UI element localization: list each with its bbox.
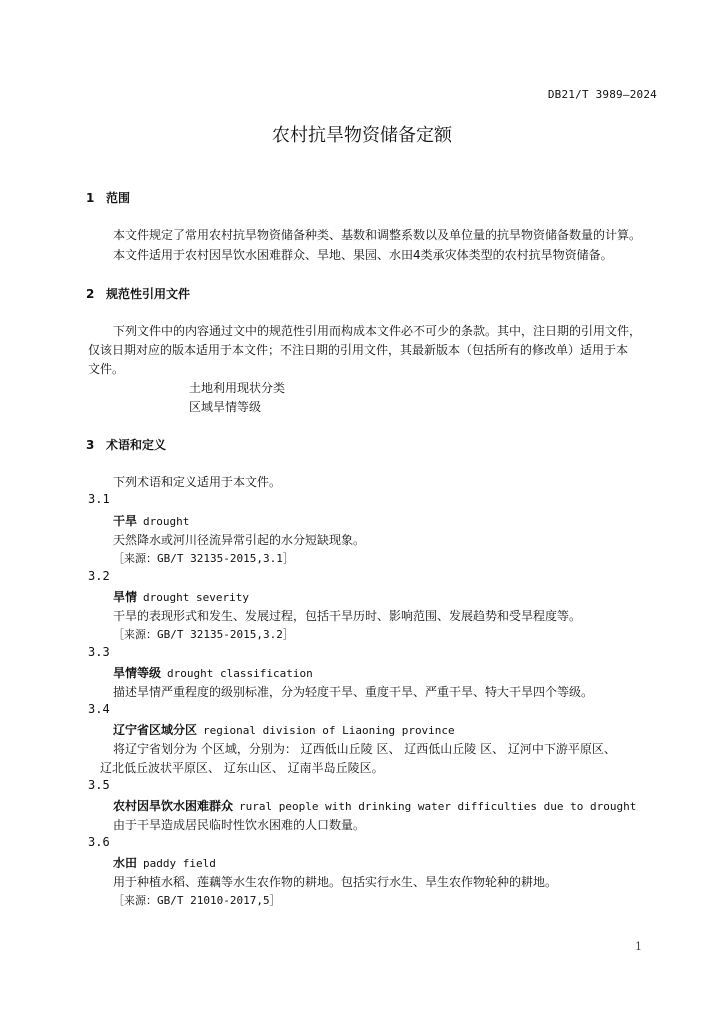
- section-number: 1: [86, 191, 95, 205]
- section-number: 3: [86, 438, 95, 452]
- standard-code: DB21/T 3989—2024: [547, 88, 657, 101]
- term-number: 3.5: [88, 778, 110, 792]
- section-title: 范围: [106, 191, 131, 205]
- term-definition-line-1: 将辽宁省划分为 个区域，分别为： 辽西低山丘陵 区、 辽西低山丘陵 区、 辽河中下游平原区、: [113, 742, 616, 756]
- section-1-paragraph-2: 本文件适用于农村因旱饮水困难群众、旱地、果园、水田4类承灾体类型的农村抗旱物资储备。: [113, 248, 613, 262]
- term-source: ［来源：GB/T 32135-2015,3.2］: [113, 628, 294, 641]
- term-heading: [113, 721, 455, 738]
- section-2-paragraph-line-1: 下列文件中的内容通过文中的规范性引用而构成本文件必不可少的条款。其中，注日期的引用文件，: [113, 324, 642, 338]
- section-3-intro: 下列术语和定义适用于本文件。: [113, 475, 282, 489]
- term-chinese: 农村因旱饮水困难群众: [113, 799, 234, 813]
- term-chinese: 旱情: [113, 590, 138, 604]
- term-heading: [113, 588, 249, 605]
- section-2-heading: [86, 285, 190, 302]
- term-number: 3.4: [88, 702, 110, 716]
- term-english: regional division of Liaoning province: [203, 724, 455, 737]
- section-title: 术语和定义: [106, 438, 167, 452]
- reference-item: 土地利用现状分类: [189, 381, 286, 395]
- term-heading: [113, 664, 313, 681]
- term-definition-line-2: 辽北低丘波状平原区、 辽东山区、 辽南半岛丘陵区。: [100, 761, 384, 775]
- term-english: paddy field: [143, 857, 216, 870]
- term-chinese: 旱情等级: [113, 666, 162, 680]
- term-chinese: 辽宁省区域分区: [113, 723, 198, 737]
- term-definition: 干旱的表现形式和发生、发展过程，包括干旱历时、影响范围、发展趋势和受旱程度等。: [113, 609, 582, 623]
- term-chinese: 水田: [113, 856, 138, 870]
- section-2-paragraph-line-3: 文件。: [88, 362, 125, 376]
- term-english: drought: [143, 515, 190, 528]
- term-heading: [113, 797, 636, 814]
- section-3-heading: [86, 436, 166, 453]
- section-number: 2: [86, 287, 95, 301]
- term-heading: [113, 854, 216, 871]
- term-english: drought severity: [143, 591, 249, 604]
- document-title: 农村抗旱物资储备定额: [272, 125, 452, 146]
- section-1-paragraph-1: 本文件规定了常用农村抗旱物资储备种类、基数和调整系数以及单位量的抗旱物资储备数量的计算。: [113, 228, 642, 242]
- term-definition: 由于干旱造成居民临时性饮水困难的人口数量。: [113, 818, 366, 832]
- term-number: 3.6: [88, 835, 110, 849]
- section-1-heading: [86, 189, 130, 206]
- term-source: ［来源：GB/T 21010-2017,5］: [113, 894, 281, 907]
- term-number: 3.2: [88, 569, 110, 583]
- page-number: 1: [635, 940, 642, 953]
- term-definition: 描述旱情严重程度的级别标准，分为轻度干旱、重度干旱、严重干旱、特大干旱四个等级。: [113, 685, 594, 699]
- section-2-paragraph-line-2: 仅该日期对应的版本适用于本文件；不注日期的引用文件，其最新版本（包括所有的修改单）适用于本: [88, 343, 629, 357]
- term-source: ［来源：GB/T 32135-2015,3.1］: [113, 552, 294, 565]
- term-number: 3.1: [88, 492, 110, 506]
- reference-item: 区域旱情等级: [189, 400, 262, 414]
- term-english: rural people with drinking water difficulties due to drought: [239, 800, 637, 813]
- term-chinese: 干旱: [113, 514, 138, 528]
- term-definition: 天然降水或河川径流异常引起的水分短缺现象。: [113, 533, 366, 547]
- section-title: 规范性引用文件: [106, 287, 191, 301]
- term-english: drought classification: [167, 667, 313, 680]
- term-heading: [113, 512, 189, 529]
- term-definition: 用于种植水稻、莲藕等水生农作物的耕地。包括实行水生、旱生农作物轮种的耕地。: [113, 875, 558, 889]
- term-number: 3.3: [88, 645, 110, 659]
